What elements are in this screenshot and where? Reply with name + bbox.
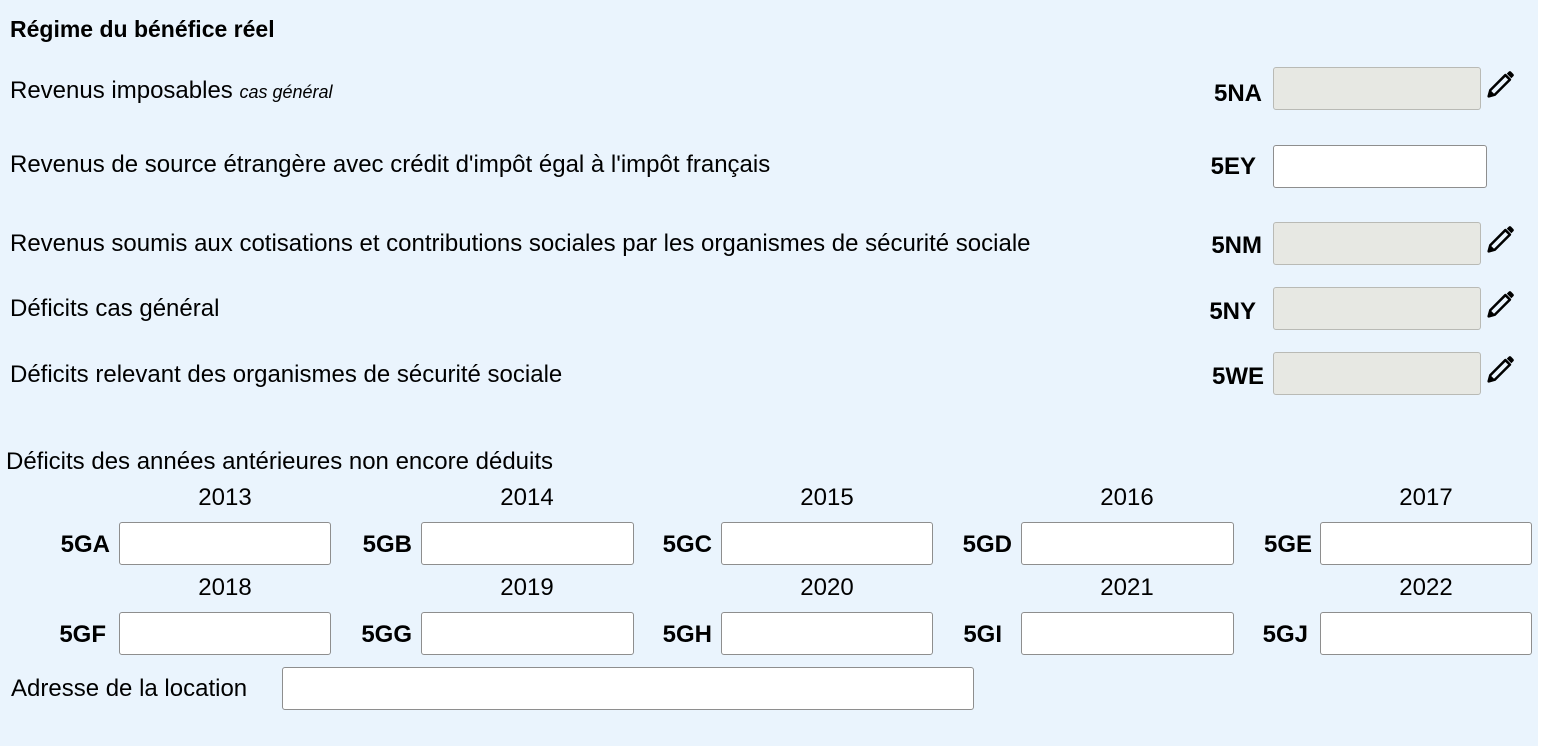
address-field[interactable]: [282, 667, 974, 710]
pencil-icon[interactable]: [1483, 353, 1517, 387]
section-title: Régime du bénéfice réel: [10, 16, 275, 42]
field-5gg[interactable]: [421, 612, 634, 655]
code-5ny: 5NY: [1209, 298, 1256, 325]
row-label-5ey: [10, 151, 770, 179]
field-5gi[interactable]: [1021, 612, 1234, 655]
field-5ga[interactable]: [119, 522, 331, 565]
row-label-5we: [10, 361, 562, 389]
row-label-5ny: [10, 295, 219, 323]
code-5nm: 5NM: [1211, 232, 1262, 259]
row-label-text: Revenus soumis aux cotisations et contributions sociales par les organismes de sécurité sociale: [10, 230, 1031, 257]
year-label-2019: 2019: [500, 574, 554, 601]
field-5gh[interactable]: [721, 612, 933, 655]
code-5gb: 5GB: [362, 531, 412, 558]
field-5gc[interactable]: [721, 522, 933, 565]
code-5gg: 5GG: [361, 621, 412, 648]
field-5ey[interactable]: [1273, 145, 1487, 188]
row-label-text: Revenus imposables: [10, 77, 233, 104]
code-5gh: 5GH: [662, 621, 712, 648]
code-5gd: 5GD: [962, 531, 1012, 558]
field-5ge[interactable]: [1320, 522, 1532, 565]
field-5gf[interactable]: [119, 612, 331, 655]
code-5ey: 5EY: [1210, 153, 1256, 180]
code-5ga: 5GA: [60, 531, 110, 558]
code-5gc: 5GC: [662, 531, 712, 558]
row-label-5na: [10, 77, 333, 106]
row-label-text: Revenus de source étrangère avec crédit d'impôt égal à l'impôt français: [10, 151, 771, 178]
year-label-2016: 2016: [1100, 484, 1154, 511]
address-label: Adresse de la location: [11, 675, 248, 702]
year-label-2015: 2015: [800, 484, 854, 511]
year-label-2018: 2018: [198, 574, 252, 601]
row-label-text: Déficits cas général: [10, 295, 220, 322]
field-5gb[interactable]: [421, 522, 634, 565]
field-5na[interactable]: [1273, 67, 1481, 110]
code-5we: 5WE: [1211, 363, 1264, 390]
year-label-2020: 2020: [800, 574, 854, 601]
pencil-icon[interactable]: [1483, 68, 1517, 102]
year-label-2013: 2013: [198, 484, 252, 511]
pencil-icon[interactable]: [1483, 223, 1517, 257]
year-label-2022: 2022: [1399, 574, 1453, 601]
code-5gj: 5GJ: [1262, 621, 1308, 648]
year-label-2014: 2014: [500, 484, 554, 511]
year-label-2017: 2017: [1399, 484, 1453, 511]
field-5ny[interactable]: [1273, 287, 1481, 330]
year-label-2021: 2021: [1100, 574, 1154, 601]
row-hint: cas général: [239, 82, 333, 102]
pencil-icon[interactable]: [1483, 288, 1517, 322]
field-5we[interactable]: [1273, 352, 1481, 395]
field-5nm[interactable]: [1273, 222, 1481, 265]
row-label-5nm: [10, 230, 1031, 258]
row-label-text: Déficits relevant des organismes de sécurité sociale: [10, 361, 563, 388]
field-5gj[interactable]: [1320, 612, 1532, 655]
code-5na: 5NA: [1213, 80, 1262, 107]
code-5ge: 5GE: [1263, 531, 1312, 558]
code-5gf: 5GF: [59, 621, 106, 648]
field-5gd[interactable]: [1021, 522, 1234, 565]
deficits-title: Déficits des années antérieures non encore déduits: [6, 448, 554, 475]
code-5gi: 5GI: [963, 621, 1002, 648]
